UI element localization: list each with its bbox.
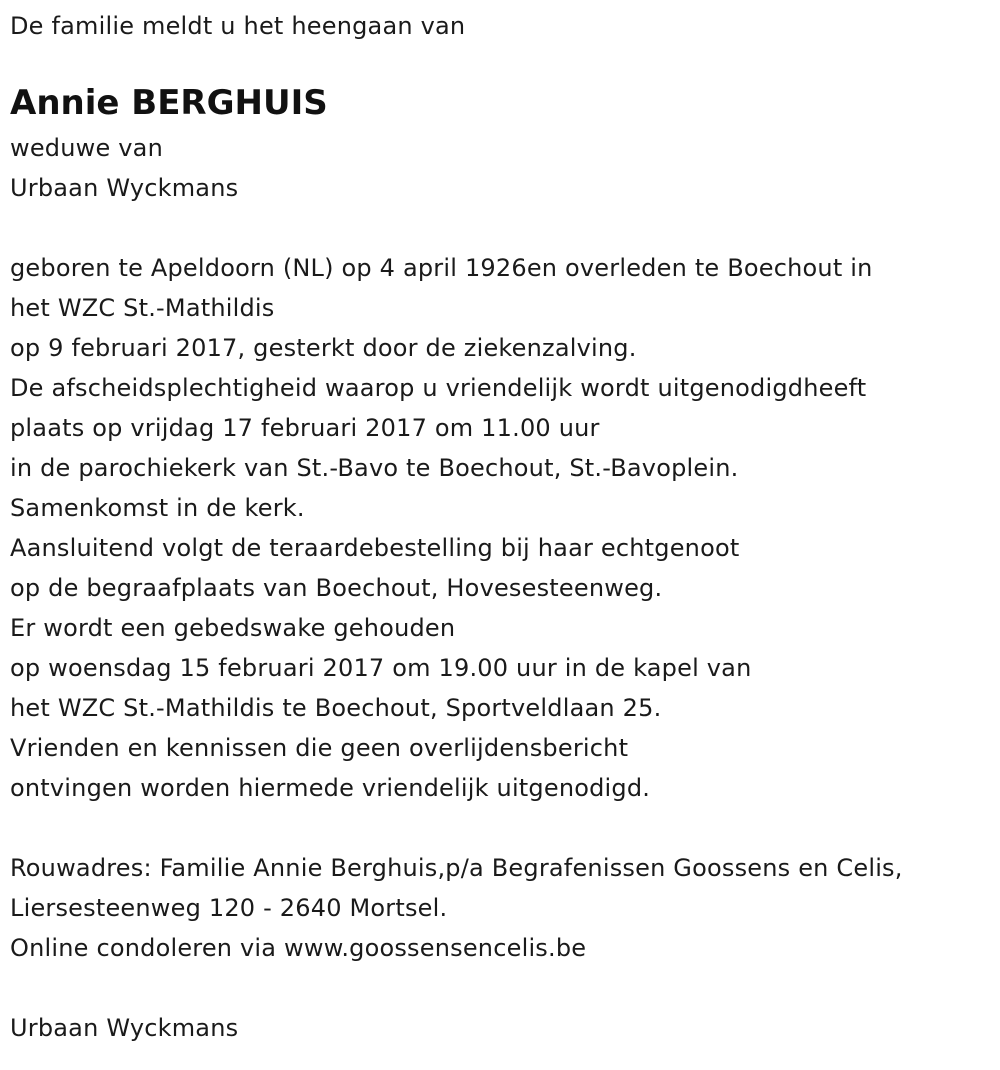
- details-line: het WZC St.-Mathildis te Boechout, Sportveldlaan 25.: [10, 694, 662, 722]
- signature: Urbaan Wyckmans: [10, 1014, 239, 1042]
- details-line: het WZC St.-Mathildis: [10, 294, 275, 322]
- details-line: op de begraafplaats van Boechout, Hovesesteenweg.: [10, 574, 663, 602]
- contact-section: [10, 848, 990, 968]
- spouse-name: Urbaan Wyckmans: [10, 174, 239, 202]
- relation-text: weduwe van: [10, 134, 163, 162]
- details-line: op 9 februari 2017, gesterkt door de ziekenzalving.: [10, 334, 637, 362]
- online-condolence: Online condoleren via www.goossensencelis.be: [10, 934, 587, 962]
- spacer: [10, 968, 990, 1008]
- street-address: Liersesteenweg 120 - 2640 Mortsel.: [10, 894, 448, 922]
- details-line: in de parochiekerk van St.-Bavo te Boechout, St.-Bavoplein.: [10, 454, 739, 482]
- mourning-address: Rouwadres: Familie Annie Berghuis,p/a Begrafenissen Goossens en Celis,: [10, 854, 903, 882]
- details-line: ontvingen worden hiermede vriendelijk uitgenodigd.: [10, 774, 651, 802]
- intro-text: De familie meldt u het heengaan van: [10, 12, 466, 40]
- details-line: geboren te Apeldoorn (NL) op 4 april 1926en overleden te Boechout in: [10, 254, 873, 282]
- details-line: Vrienden en kennissen die geen overlijdensbericht: [10, 734, 629, 762]
- spacer: [10, 808, 990, 848]
- details-line: De afscheidsplechtigheid waarop u vriendelijk wordt uitgenodigdheeft: [10, 374, 867, 402]
- details-line: Er wordt een gebedswake gehouden: [10, 614, 456, 642]
- details-line: op woensdag 15 februari 2017 om 19.00 uur in de kapel van: [10, 654, 752, 682]
- details-line: Aansluitend volgt de teraardebestelling bij haar echtgenoot: [10, 534, 740, 562]
- deceased-name: Annie BERGHUIS: [10, 83, 328, 123]
- spacer: [10, 208, 990, 248]
- details-section: [10, 248, 990, 808]
- details-line: Samenkomst in de kerk.: [10, 494, 305, 522]
- details-line: plaats op vrijdag 17 februari 2017 om 11.00 uur: [10, 414, 600, 442]
- obituary-notice: [10, 6, 990, 1048]
